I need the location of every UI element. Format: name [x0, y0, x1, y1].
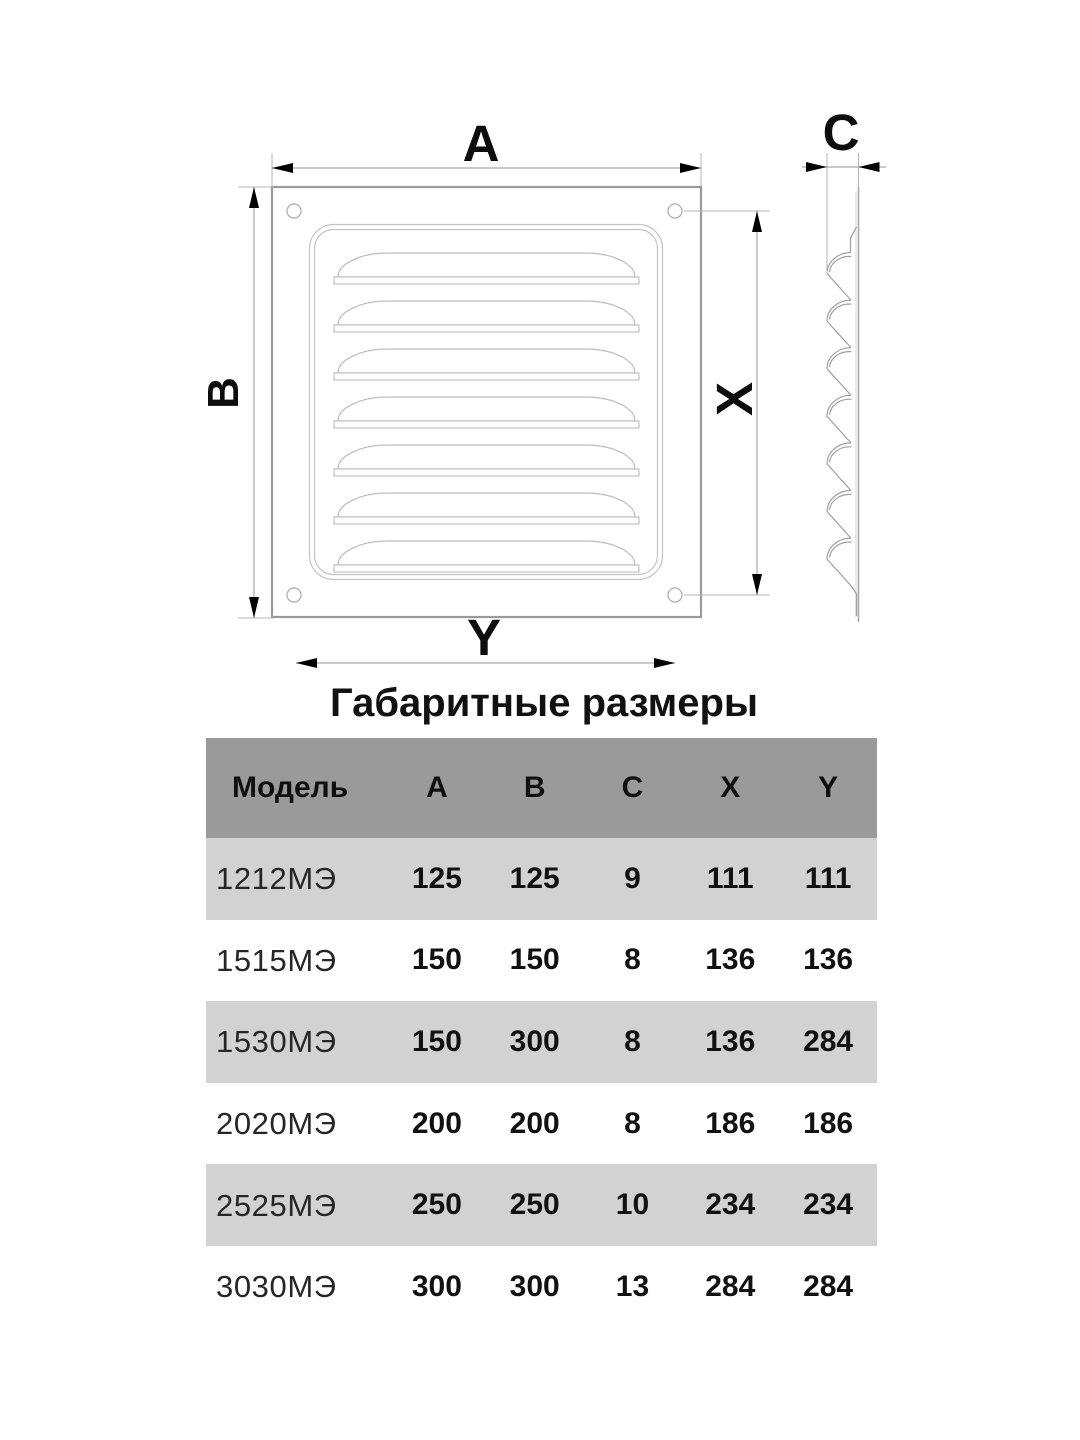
louver-slat-front	[338, 493, 635, 517]
louver-base-front	[334, 325, 639, 332]
cell-model: 1530МЭ	[216, 1024, 337, 1060]
louver-base-front	[334, 517, 639, 524]
side-view	[827, 187, 859, 622]
cell-Y: 284	[803, 1024, 854, 1058]
cell-X: 234	[705, 1188, 756, 1222]
cell-C: 8	[624, 943, 641, 977]
side-louvers	[827, 253, 852, 586]
louver-slat-front	[338, 541, 635, 565]
header-cell-model: Модель	[232, 771, 349, 804]
cell-X: 186	[705, 1106, 756, 1140]
cell-C: 10	[615, 1188, 650, 1222]
dimensions-table	[206, 738, 877, 1328]
louver-base-front	[334, 565, 639, 572]
louver-base-front	[334, 373, 639, 380]
arrowhead-right	[680, 163, 701, 173]
arrowhead-up	[752, 211, 762, 232]
cell-A: 300	[411, 1269, 462, 1303]
arrowhead-left	[859, 162, 880, 172]
arrowhead-left	[272, 163, 293, 173]
cell-model: 1515МЭ	[216, 942, 337, 978]
cell-C: 8	[624, 1106, 641, 1140]
cell-B: 125	[509, 861, 560, 895]
cell-Y: 136	[803, 943, 854, 977]
arrowhead-left	[296, 658, 317, 668]
cell-model: 2525МЭ	[216, 1187, 337, 1223]
louver-slat-side	[827, 348, 852, 396]
louver-slat-side	[827, 443, 852, 491]
louver-base-front	[334, 469, 639, 476]
cell-Y: 111	[804, 861, 852, 895]
arrowhead-down	[249, 597, 259, 618]
table-row-1530МЭ	[206, 1001, 877, 1083]
cell-model: 3030МЭ	[216, 1269, 337, 1305]
cell-X: 136	[705, 1024, 756, 1058]
cell-Y: 186	[803, 1106, 854, 1140]
cell-Y: 234	[803, 1188, 854, 1222]
cell-C: 9	[624, 861, 641, 895]
cell-A: 150	[411, 1024, 462, 1058]
cell-A: 200	[411, 1106, 462, 1140]
header-cell-A: A	[426, 771, 448, 804]
label-C: C	[822, 104, 860, 161]
cell-C: 8	[624, 1024, 641, 1058]
label-A: A	[462, 115, 500, 172]
cell-B: 200	[509, 1106, 560, 1140]
louver-slat-side	[827, 538, 852, 586]
cell-B: 150	[509, 943, 560, 977]
cell-B: 250	[509, 1188, 560, 1222]
louver-slat-side	[827, 253, 852, 301]
louver-base-front	[334, 277, 639, 284]
arrowhead-right	[654, 658, 675, 668]
louver-slat-front	[338, 301, 635, 325]
label-B: B	[199, 377, 248, 409]
cell-model: 1212МЭ	[216, 861, 337, 897]
cell-X: 111	[706, 861, 754, 895]
arrowhead-down	[752, 574, 762, 595]
table-row-1515МЭ	[206, 920, 877, 1002]
dimension-A	[272, 115, 701, 186]
cell-X: 136	[705, 943, 756, 977]
cell-Y: 284	[803, 1269, 854, 1303]
cell-A: 125	[411, 861, 462, 895]
cell-X: 284	[705, 1269, 756, 1303]
table-row-2525МЭ	[206, 1164, 877, 1246]
louver-base-front	[334, 421, 639, 428]
louver-slat-side	[827, 491, 852, 539]
table-row-3030МЭ	[206, 1246, 877, 1328]
dimension-C	[802, 104, 886, 273]
label-Y: Y	[466, 609, 502, 666]
header-cell-X: X	[720, 771, 741, 804]
front-view	[272, 187, 701, 617]
front-louvers	[334, 253, 639, 572]
arrowhead-right	[806, 162, 827, 172]
header-cell-Y: Y	[818, 771, 839, 804]
louver-slat-front	[338, 397, 635, 421]
drawing-caption: Габаритные размеры	[329, 681, 759, 725]
table-row-2020МЭ	[206, 1083, 877, 1165]
louver-slat-side	[827, 300, 852, 348]
cell-C: 13	[615, 1269, 650, 1303]
arrowhead-up	[249, 187, 259, 208]
cell-model: 2020МЭ	[216, 1106, 337, 1142]
cell-A: 150	[411, 943, 462, 977]
table-row-1212МЭ	[206, 838, 877, 920]
louver-slat-front	[338, 349, 635, 373]
dimension-B	[199, 187, 274, 618]
louver-slat-front	[338, 253, 635, 277]
cell-B: 300	[509, 1269, 560, 1303]
cell-B: 300	[509, 1024, 560, 1058]
louver-slat-front	[338, 445, 635, 469]
louver-slat-side	[827, 395, 852, 443]
header-cell-C: C	[621, 771, 644, 804]
header-cell-B: B	[523, 771, 546, 804]
cell-A: 250	[411, 1188, 462, 1222]
table-header-row	[206, 738, 877, 838]
label-X: X	[706, 381, 763, 417]
